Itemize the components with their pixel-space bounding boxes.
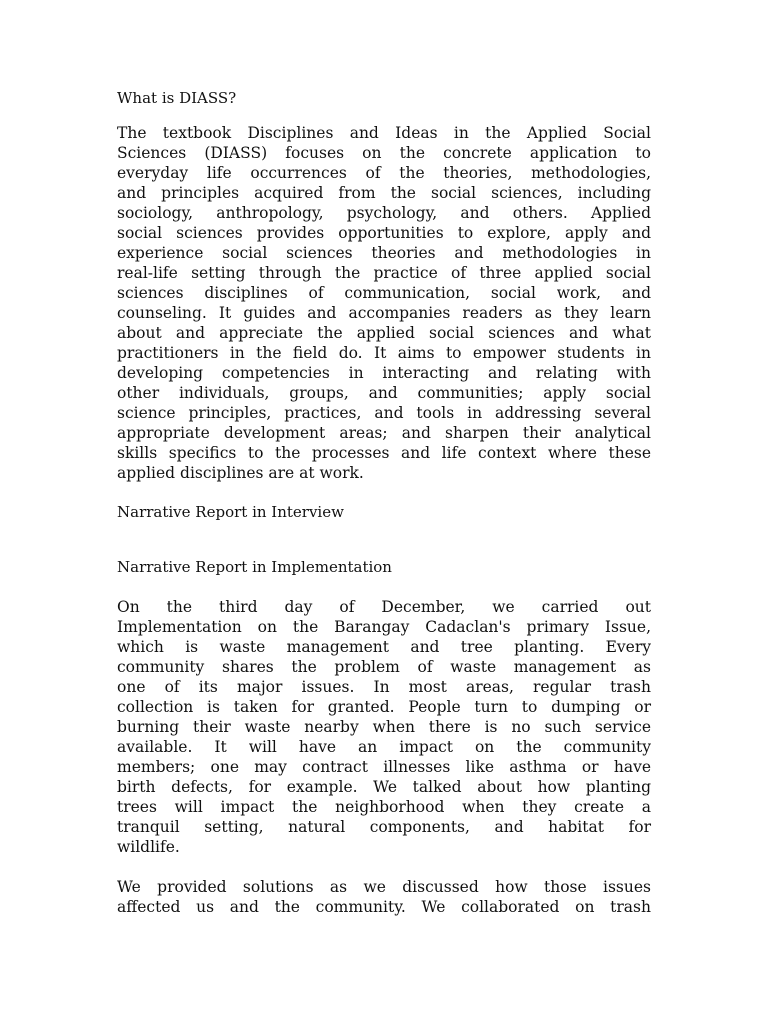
text-line: applied disciplines are at work.: [117, 464, 364, 482]
text-line: social sciences provides opportunities to explore, apply and: [117, 224, 651, 242]
text-line: available. It will have an impact on the community: [117, 738, 651, 756]
text-line: practitioners in the field do. It aims to empower students in: [117, 344, 651, 362]
text-line: science principles, practices, and tools in addressing several: [117, 404, 651, 422]
text-line: wildlife.: [117, 838, 180, 856]
text-line: everyday life occurrences of the theories, methodologies,: [117, 164, 651, 182]
text-line: Implementation on the Barangay Cadaclan's primary Issue,: [117, 618, 651, 636]
paragraph-implementation-report: [117, 597, 651, 857]
text-line: The textbook Disciplines and Ideas in the Applied Social: [117, 124, 651, 142]
text-line: community shares the problem of waste management as: [117, 658, 651, 676]
text-line: Sciences (DIASS) focuses on the concrete application to: [117, 144, 651, 162]
text-line: and principles acquired from the social sciences, including: [117, 184, 651, 202]
text-line: On the third day of December, we carried out: [117, 598, 651, 616]
text-line: skills specifics to the processes and life context where these: [117, 444, 651, 462]
text-line: experience social sciences theories and methodologies in: [117, 244, 651, 262]
text-line: which is waste management and tree planting. Every: [117, 638, 651, 656]
paragraph-diass-description: [117, 123, 651, 483]
text-line: about and appreciate the applied social sciences and what: [117, 324, 651, 342]
text-line: collection is taken for granted. People turn to dumping or: [117, 698, 651, 716]
text-line: affected us and the community. We collaborated on trash: [117, 898, 651, 916]
heading-narrative-implementation: Narrative Report in Implementation: [117, 558, 392, 576]
text-line: tranquil setting, natural components, and habitat for: [117, 818, 651, 836]
text-line: real-life setting through the practice of three applied social: [117, 264, 651, 282]
text-line: birth defects, for example. We talked about how planting: [117, 778, 651, 796]
text-line: members; one may contract illnesses like asthma or have: [117, 758, 651, 776]
text-line: sciences disciplines of communication, social work, and: [117, 284, 651, 302]
paragraph-solutions: [117, 877, 651, 917]
heading-narrative-interview: Narrative Report in Interview: [117, 503, 344, 521]
text-line: We provided solutions as we discussed how those issues: [117, 878, 651, 896]
text-line: counseling. It guides and accompanies readers as they learn: [117, 304, 651, 322]
text-line: trees will impact the neighborhood when they create a: [117, 798, 651, 816]
text-line: sociology, anthropology, psychology, and others. Applied: [117, 204, 651, 222]
text-line: other individuals, groups, and communities; apply social: [117, 384, 651, 402]
text-line: burning their waste nearby when there is no such service: [117, 718, 651, 736]
heading-what-is-diass: What is DIASS?: [117, 89, 237, 107]
text-line: appropriate development areas; and sharpen their analytical: [117, 424, 651, 442]
text-line: one of its major issues. In most areas, regular trash: [117, 678, 651, 696]
text-line: developing competencies in interacting and relating with: [117, 364, 651, 382]
